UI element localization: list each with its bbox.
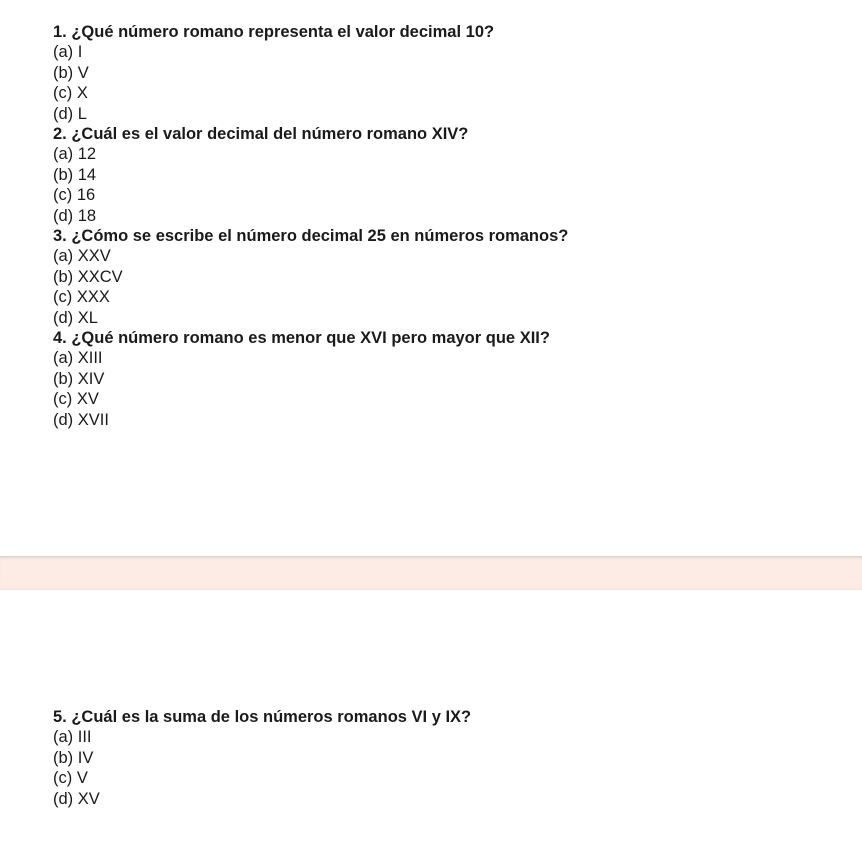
question-4-option-d: (d) XVII <box>53 410 109 429</box>
question-2-option-d: (d) 18 <box>53 206 97 225</box>
question-2-option-a: (a) 12 <box>53 145 97 163</box>
question-5-option-d: (d) XV <box>53 789 100 808</box>
question-5-option-c: (c) V <box>53 769 88 787</box>
question-4-text: 4. ¿Qué número romano es menor que XVI pero mayor que XII? <box>53 329 550 347</box>
question-3-option-c: (c) XXX <box>53 288 110 306</box>
question-1-text: 1. ¿Qué número romano representa el valor decimal 10? <box>53 23 495 41</box>
question-3-option-a: (a) XXV <box>53 247 111 265</box>
question-1 <box>53 22 568 124</box>
question-5-option-b: (b) IV <box>53 748 94 767</box>
question-3-options <box>53 246 568 328</box>
question-3-text: 3. ¿Cómo se escribe el número decimal 25 en números romanos? <box>53 227 569 245</box>
question-2-option-c: (c) 16 <box>53 186 96 204</box>
question-5-text: 5. ¿Cuál es la suma de los números romanos VI y IX? <box>53 708 472 726</box>
question-4-option-c: (c) XV <box>53 390 99 408</box>
quiz-questions-page-2 <box>53 707 471 809</box>
page-separator <box>0 556 862 590</box>
quiz-questions-page-1 <box>53 22 568 430</box>
question-3 <box>53 226 568 328</box>
question-4-option-a: (a) XIII <box>53 349 103 367</box>
question-4-option-b: (b) XIV <box>53 369 105 388</box>
question-1-option-b: (b) V <box>53 63 89 82</box>
question-1-option-c: (c) X <box>53 84 88 102</box>
question-1-options <box>53 42 568 124</box>
question-5-option-a: (a) III <box>53 728 92 746</box>
question-2 <box>53 124 568 226</box>
question-1-option-a: (a) I <box>53 43 83 61</box>
question-2-text: 2. ¿Cuál es el valor decimal del número romano XIV? <box>53 125 469 143</box>
document-page-2 <box>0 590 862 841</box>
question-4-options <box>53 348 568 430</box>
question-2-options <box>53 144 568 226</box>
question-5 <box>53 707 471 809</box>
question-5-options <box>53 727 471 809</box>
question-3-option-d: (d) XL <box>53 308 98 327</box>
question-4 <box>53 328 568 430</box>
question-2-option-b: (b) 14 <box>53 165 97 184</box>
question-1-option-d: (d) L <box>53 104 87 123</box>
question-3-option-b: (b) XXCV <box>53 267 123 286</box>
